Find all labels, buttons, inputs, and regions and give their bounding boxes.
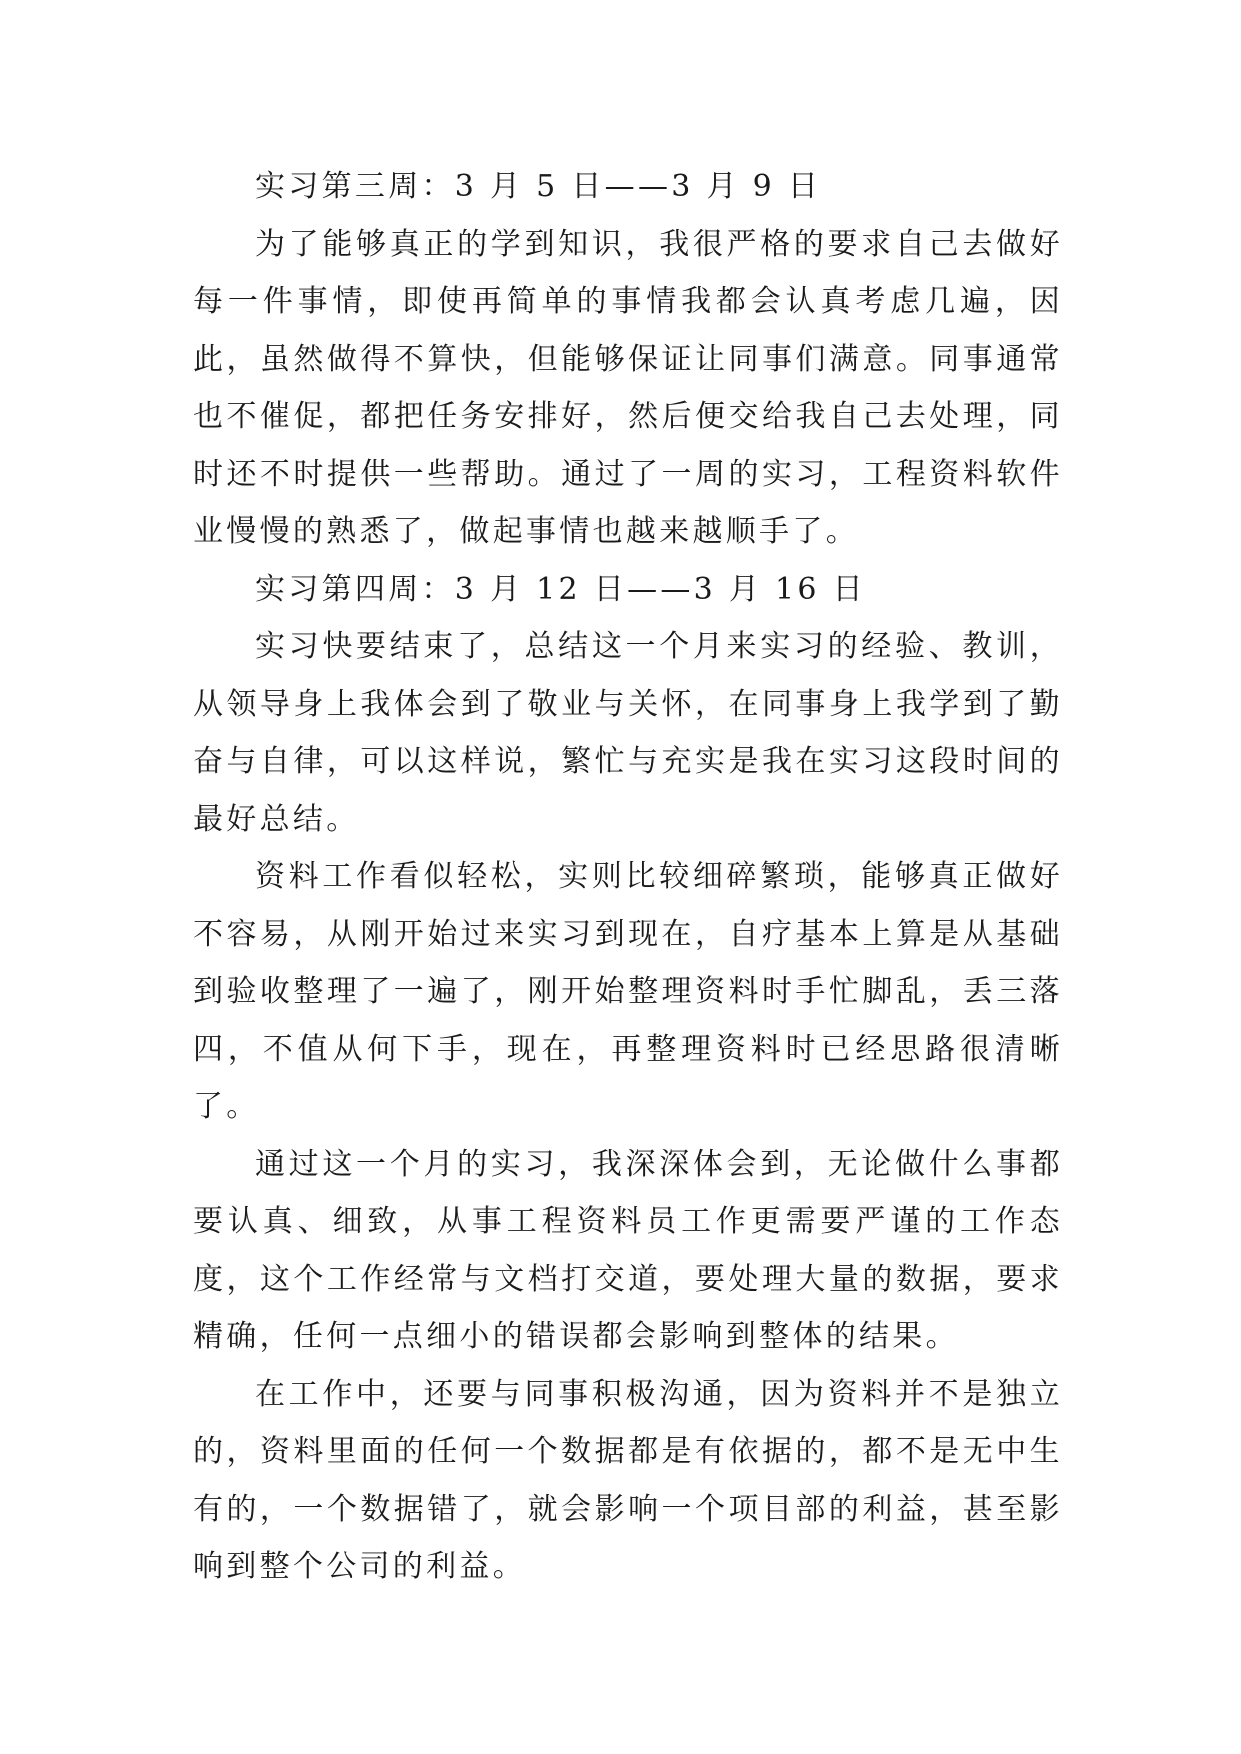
paragraph-summary: 实习快要结束了，总结这一个月来实习的经验、教训，从领导身上我体会到了敬业与关怀，在同事身上我学到了勤奋与自律，可以这样说，繁忙与充实是我在实习这段时间的最好总结。 <box>193 629 1063 837</box>
paragraph-data-work: 资料工作看似轻松，实则比较细碎繁琐，能够真正做好不容易，从刚开始过来实习到现在，自疗基本上算是从基础到验收整理了一遍了，刚开始整理资料时手忙脚乱，丢三落四，不值从何下手，现在，再整理资料时已经思路很清晰了。 <box>193 859 1063 1124</box>
document-body <box>193 158 1063 1596</box>
week-four-heading: 实习第四周：3 月 12 日——3 月 16 日 <box>255 571 866 607</box>
paragraph-experience: 通过这一个月的实习，我深深体会到，无论做什么事都要认真、细致，从事工程资料员工作更需要严谨的工作态度，这个工作经常与文档打交道，要处理大量的数据，要求精确，任何一点细小的错误都会影响到整体的结果。 <box>193 1146 1063 1354</box>
week-three-heading: 实习第三周：3 月 5 日——3 月 9 日 <box>255 169 822 204</box>
paragraph-week-three: 为了能够真正的学到知识，我很严格的要求自己去做好每一件事情，即使再简单的事情我都会认真考虑几遍，因此，虽然做得不算快，但能够保证让同事们满意。同事通常也不催促，都把任务安排好，然后便交给我自己去处理，同时还不时提供一些帮助。通过了一周的实习，工程资料软件业慢慢的熟悉了，做起事情也越来越顺手了。 <box>193 226 1063 549</box>
paragraph-communication: 在工作中，还要与同事积极沟通，因为资料并不是独立的，资料里面的任何一个数据都是有依据的，都不是无中生有的，一个数据错了，就会影响一个项目部的利益，甚至影响到整个公司的利益。 <box>193 1376 1063 1584</box>
